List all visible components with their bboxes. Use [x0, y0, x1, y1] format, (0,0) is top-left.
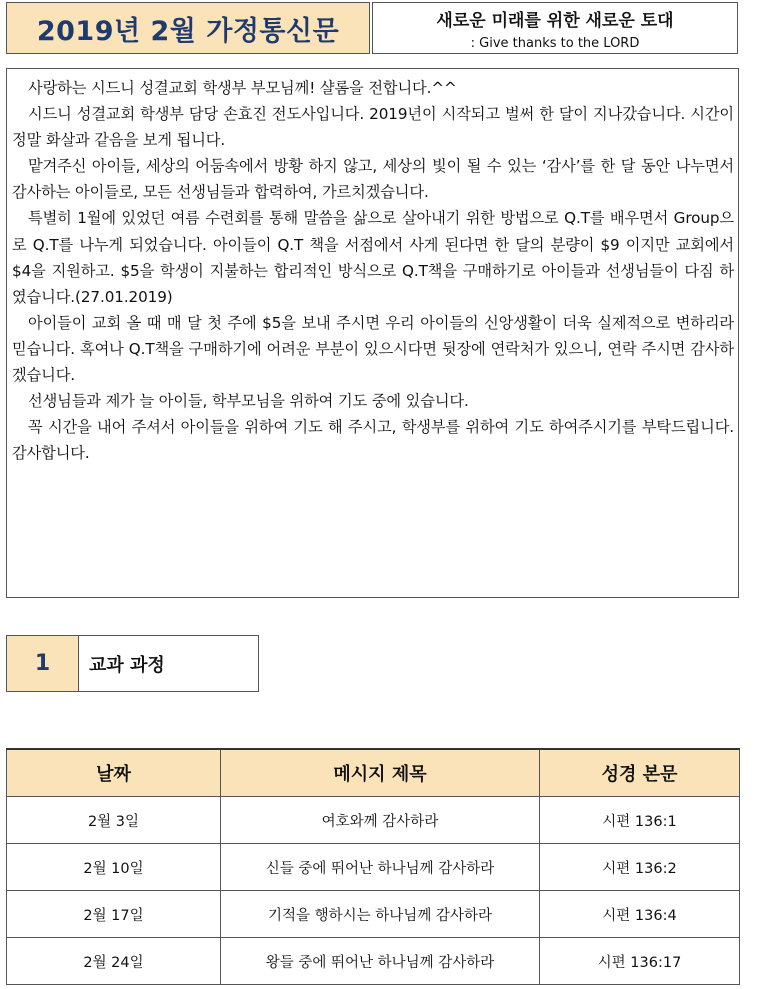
motto-subtitle: : Give thanks to the LORD — [470, 36, 640, 51]
curriculum-table — [6, 748, 740, 985]
letter-paragraph: 맡겨주신 아이들, 세상의 어둠속에서 방황 하지 않고, 세상의 빛이 될 수 있는 ‘감사’를 한 달 동안 나누면서 감사하는 아이들로, 모든 선생님들과 합력하여, 가르치겠습니다. — [12, 157, 734, 202]
cell-message-title: 여호와께 감사하라 — [221, 797, 540, 844]
letter-paragraph: 아이들이 교회 올 때 매 달 첫 주에 $5을 보내 주시면 우리 아이들의 신앙생활이 더욱 실제적으로 변하리라 믿습니다. 혹여나 Q.T책을 구매하기에 어려운 부분이 있으시다면 뒷장에 연락처가 있으니, 연락 주시면 감사하겠습니다. — [12, 313, 734, 385]
cell-date: 2월 10일 — [7, 844, 221, 891]
cell-date: 2월 17일 — [7, 891, 221, 938]
cell-message-title: 기적을 행하시는 하나님께 감사하라 — [221, 891, 540, 938]
cell-scripture: 시편 136:2 — [540, 844, 740, 891]
table-row — [7, 938, 740, 985]
letter-paragraph: 사랑하는 시드니 성결교회 학생부 부모님께! 샬롬을 전합니다.^^ — [28, 79, 457, 97]
letter-paragraph: 특별히 1월에 있었던 여름 수련회를 통해 말씀을 삶으로 살아내기 위한 방법으로 Q.T를 배우면서 Group으로 Q.T를 나누게 되었습니다. 아이들이 Q.T 책을 서점에서 사게 된다면 한 달의 분량이 $9 이지만 교회에서 $4을 지원하고. $5을 학생이 지불하는 합리적인 방식으로 Q.T책을 구매하기로 아이들과 선생님들이 다짐 하였습니다.(27.01.2019) — [12, 209, 734, 306]
table-row — [7, 844, 740, 891]
table-row — [7, 891, 740, 938]
header-date: 날짜 — [7, 749, 221, 797]
cell-message-title: 신들 중에 뛰어난 하나님께 감사하라 — [221, 844, 540, 891]
letter-body — [6, 68, 739, 598]
cell-scripture: 시편 136:1 — [540, 797, 740, 844]
header-message-title: 메시지 제목 — [221, 749, 540, 797]
letter-paragraph: 선생님들과 제가 늘 아이들, 학부모님을 위하여 기도 중에 있습니다. — [28, 392, 469, 411]
motto-text: 새로운 미래를 위한 새로운 토대 — [436, 11, 674, 31]
cell-date: 2월 24일 — [7, 938, 221, 985]
letter-paragraph: 시드니 성결교회 학생부 담당 손효진 전도사입니다. 2019년이 시작되고 벌써 한 달이 지나갔습니다. 시간이 정말 화살과 같음을 보게 됩니다. — [12, 105, 734, 150]
cell-message-title: 왕들 중에 뛰어난 하나님께 감사하라 — [221, 938, 540, 985]
header-scripture: 성경 본문 — [540, 749, 740, 797]
motto-box — [372, 2, 738, 54]
letter-paragraph: 꼭 시간을 내어 주셔서 아이들을 위하여 기도 해 주시고, 학생부를 위하여 기도 하여주시기를 부탁드립니다. 감사합니다. — [12, 418, 734, 463]
section-number: 1 — [7, 636, 79, 691]
table-header-row — [7, 749, 740, 797]
section-title: 교과 과정 — [89, 654, 165, 676]
section-heading — [6, 635, 259, 692]
table-row — [7, 797, 740, 844]
cell-scripture: 시편 136:17 — [540, 938, 740, 985]
cell-date: 2월 3일 — [7, 797, 221, 844]
newsletter-title: 2019년 2월 가정통신문 — [6, 2, 370, 54]
cell-scripture: 시편 136:4 — [540, 891, 740, 938]
